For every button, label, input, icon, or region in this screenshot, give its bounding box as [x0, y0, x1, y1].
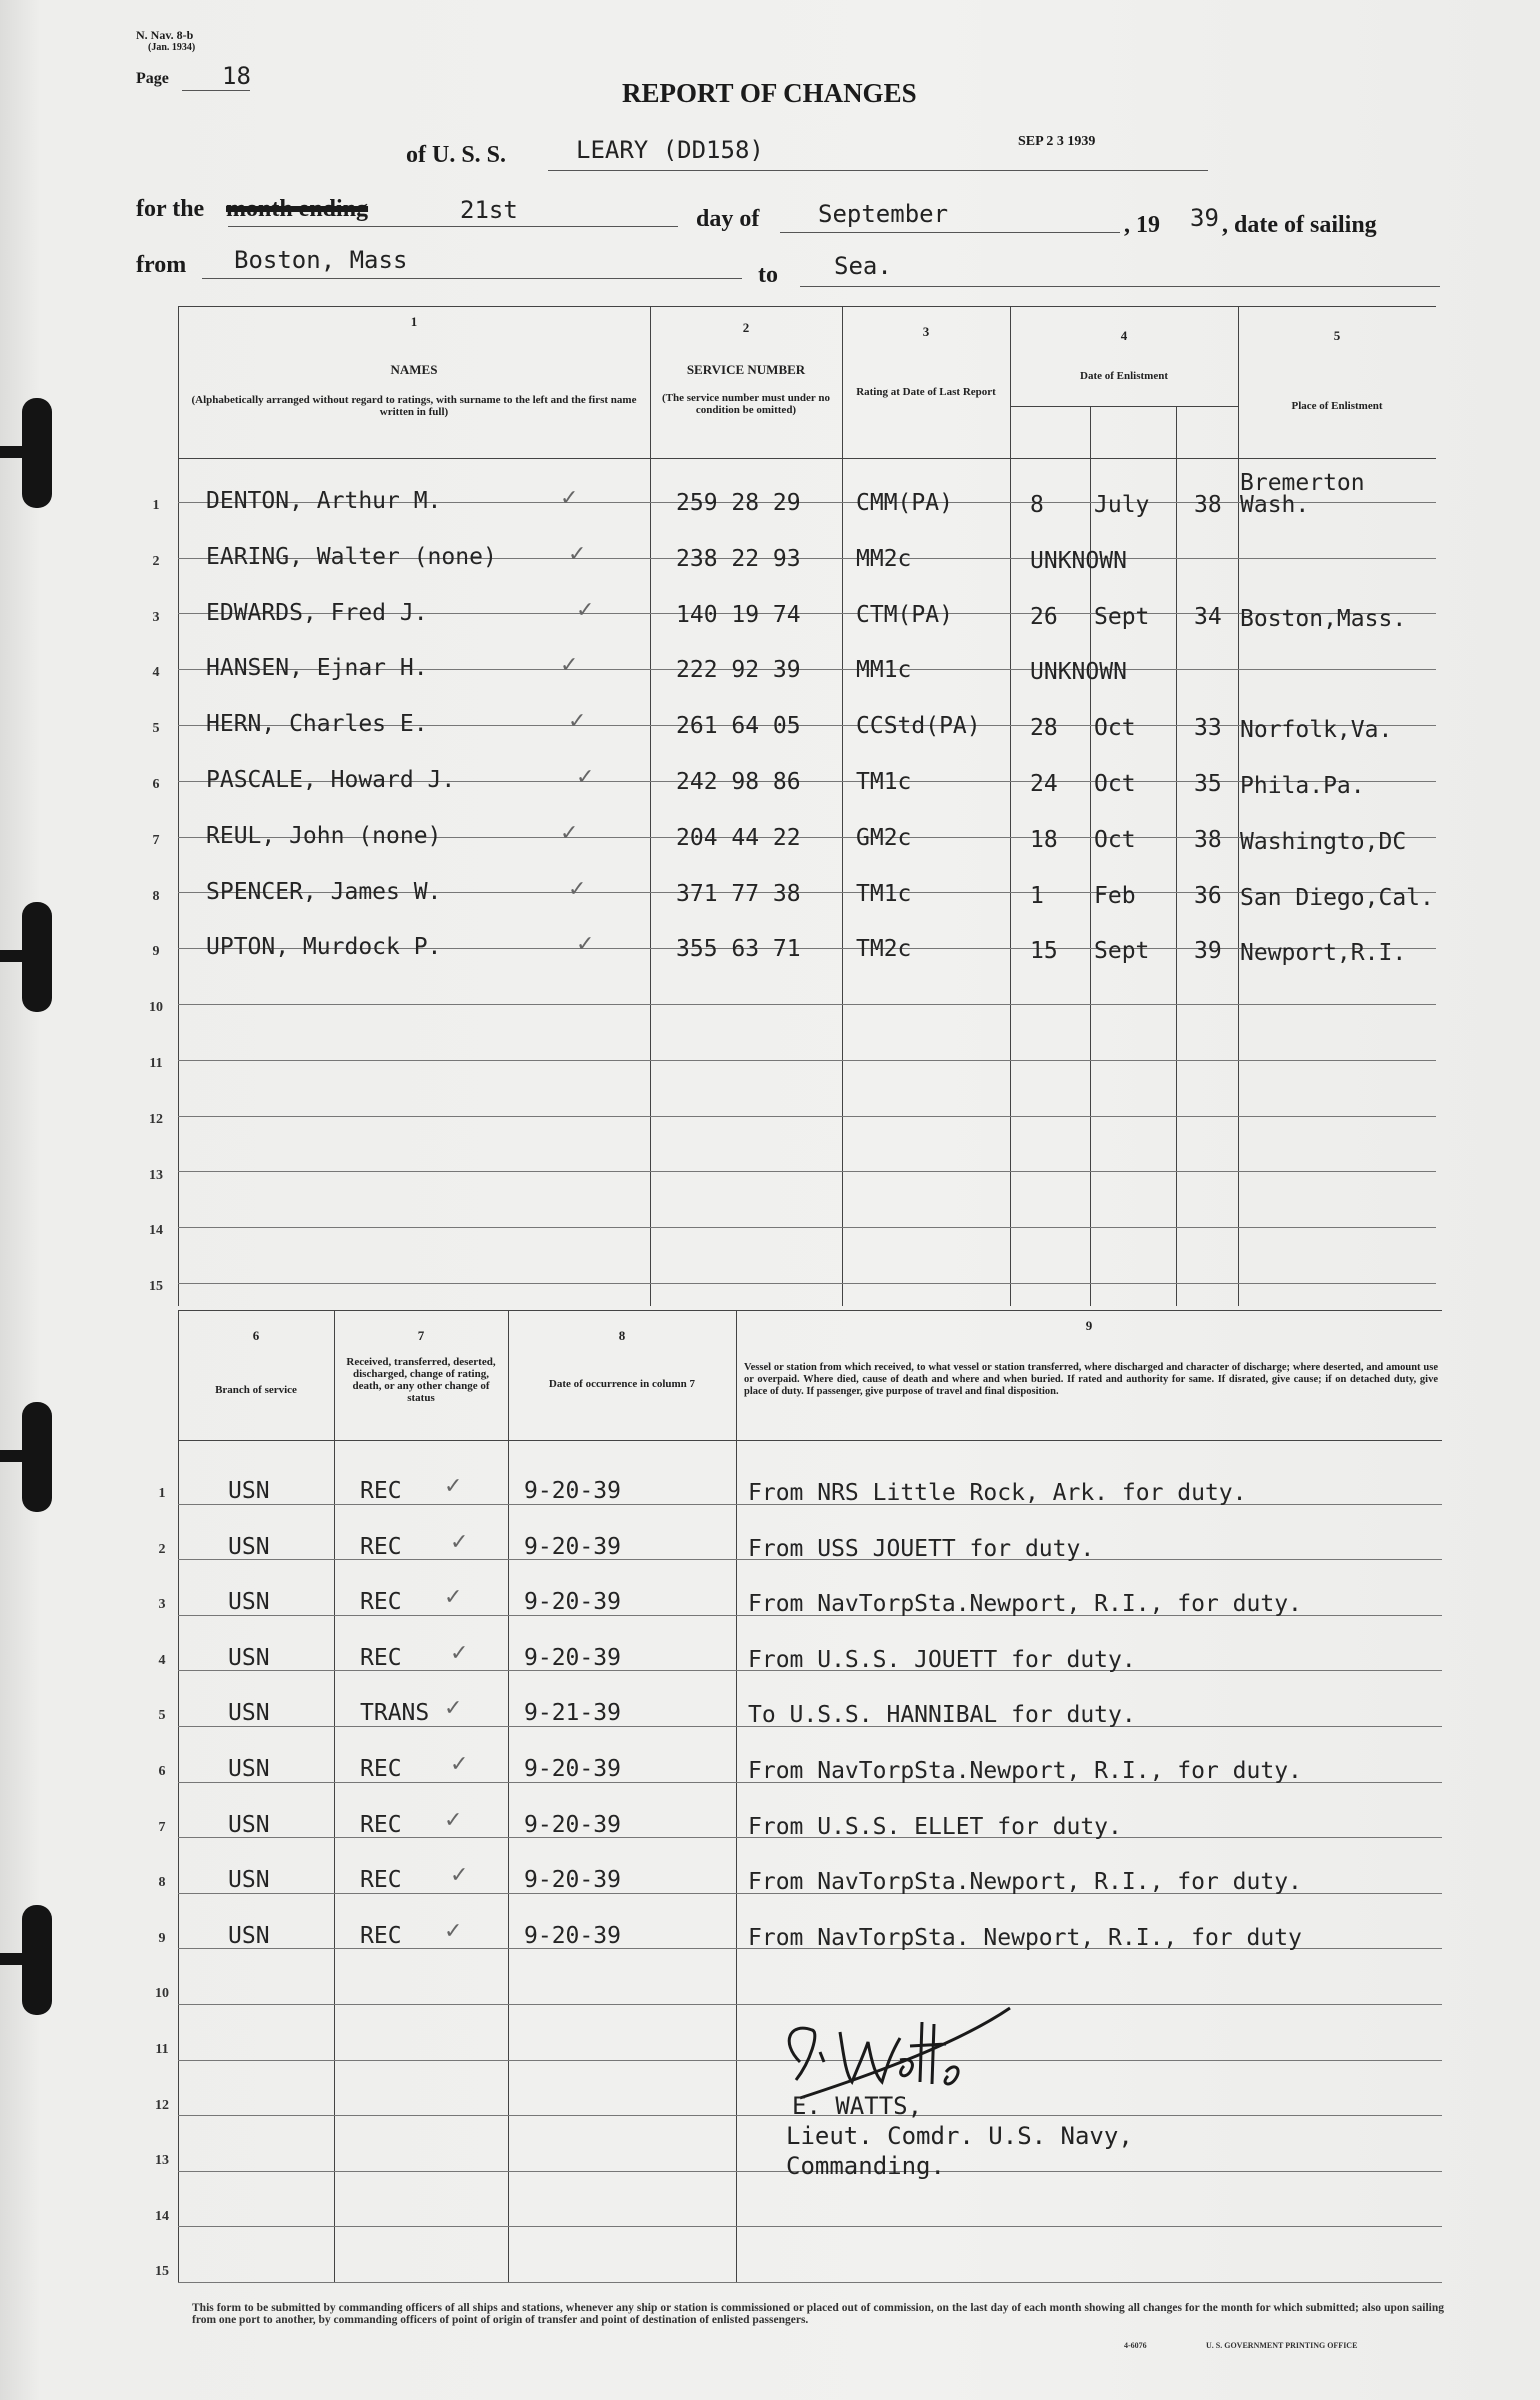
- date-stamp: SEP 2 3 1939: [1018, 134, 1096, 149]
- row-number: 2: [152, 553, 160, 569]
- branch: USN: [228, 1756, 270, 1782]
- column-number: 5: [1333, 328, 1341, 343]
- row-number: 1: [152, 498, 160, 513]
- page-label: Page: [136, 70, 169, 87]
- row-rule: [178, 2226, 1442, 2227]
- to-label: to: [758, 262, 778, 288]
- enlistment-month: Oct: [1094, 826, 1136, 853]
- row-number: 14: [149, 1223, 163, 1239]
- form-date: (Jan. 1934): [148, 42, 196, 53]
- check-mark: ✓: [444, 1807, 463, 1833]
- row-number: 14: [155, 2208, 169, 2224]
- enlistment-place: Boston,Mass.: [1240, 605, 1407, 632]
- occurrence-date: 9-20-39: [524, 1811, 621, 1838]
- remarks: To U.S.S. HANNIBAL for duty.: [748, 1702, 1136, 1729]
- service-number: 261 64 05: [676, 713, 801, 740]
- check-mark: ✓: [568, 709, 587, 735]
- date-of-sailing-label: , date of sailing: [1222, 212, 1377, 238]
- to-value: Sea.: [834, 252, 892, 280]
- row-number: 3: [158, 1597, 166, 1613]
- signatory-title: Lieut. Comdr. U.S. Navy,: [786, 2122, 1133, 2150]
- enlistment-year: 38: [1194, 826, 1222, 853]
- check-mark: ✓: [450, 1863, 469, 1889]
- occurrence-date: 9-20-39: [524, 1756, 621, 1782]
- column-subheader-service-number: (The service number must under no condition be omitted): [662, 392, 830, 416]
- column-header-change: Received, transferred, deserted, discharged, change of rating, death, or any other change of status: [346, 1356, 496, 1404]
- binder-ring: [0, 398, 54, 508]
- crew-name: HERN, Charles E.: [206, 711, 428, 738]
- change-type: TRANS: [360, 1700, 430, 1727]
- enlistment-year: 34: [1194, 603, 1222, 630]
- occurrence-date: 9-20-39: [524, 1478, 621, 1504]
- footer-code: 4-6076: [1124, 2341, 1147, 2350]
- enlistment-place-line2: Wash.: [1240, 492, 1310, 518]
- occurrence-date: 9-20-39: [524, 1589, 621, 1616]
- enlistment-month: Oct: [1094, 715, 1136, 742]
- column-header-occurrence-date: Date of occurrence in column 7: [548, 1378, 696, 1390]
- enlistment-month: UNKNOWN: [1030, 547, 1127, 574]
- enlistment-month: July: [1094, 492, 1150, 518]
- row-number: 2: [158, 1541, 166, 1557]
- enlistment-month: Oct: [1094, 771, 1136, 797]
- row-number: 11: [155, 2042, 169, 2057]
- row-rule: [178, 1116, 1436, 1117]
- change-type: REC: [360, 1478, 402, 1504]
- row-number: 15: [149, 1279, 163, 1295]
- form-code: N. Nav. 8-b: [136, 28, 194, 42]
- column-number: 6: [252, 1328, 260, 1343]
- crew-name: EDWARDS, Fred J.: [206, 599, 428, 626]
- check-mark: ✓: [450, 1640, 469, 1666]
- row-number: 11: [149, 1056, 163, 1071]
- row-number: 1: [158, 1486, 166, 1501]
- check-mark: ✓: [576, 597, 595, 623]
- branch: USN: [228, 1533, 270, 1560]
- row-number: 13: [149, 1167, 163, 1183]
- enlistment-day: 28: [1030, 715, 1058, 742]
- row-rule: [178, 1004, 1436, 1005]
- check-mark: ✓: [444, 1696, 463, 1722]
- remarks: From NavTorpSta.Newport, R.I., for duty.: [748, 1758, 1302, 1784]
- check-mark: ✓: [560, 653, 579, 679]
- struck-text: month ending: [226, 196, 369, 222]
- remarks: From U.S.S. ELLET for duty.: [748, 1813, 1122, 1840]
- rating: TM1c: [856, 769, 912, 795]
- column-number: 7: [417, 1328, 425, 1343]
- column-header-rating: Rating at Date of Last Report: [856, 386, 996, 398]
- service-number: 371 77 38: [676, 880, 801, 907]
- row-number: 12: [149, 1111, 163, 1127]
- change-type: REC: [360, 1756, 402, 1782]
- occurrence-date: 9-20-39: [524, 1533, 621, 1560]
- year-prefix: , 19: [1124, 212, 1160, 238]
- column-number: 8: [618, 1328, 626, 1343]
- row-number: 4: [152, 665, 160, 681]
- page-title: REPORT OF CHANGES: [622, 78, 917, 108]
- occurrence-date: 9-20-39: [524, 1867, 621, 1894]
- column-header-enlistment-date: Date of Enlistment: [1080, 370, 1168, 382]
- row-number: 10: [155, 1986, 169, 2002]
- binder-ring: [0, 1402, 54, 1512]
- check-mark: ✓: [450, 1752, 469, 1777]
- change-type: REC: [360, 1867, 402, 1894]
- column-header-remarks: Vessel or station from which received, to what vessel or station transferred, where discharged and character of discharge; where deserted, and amount use or overpaid. Where died, cause of death and where and when buried. If rated and authority for same. If disrated, give cause; if on detached duty, give place of duty. If passenger, give purpose of travel and final disposition.: [744, 1362, 1438, 1397]
- change-type: REC: [360, 1811, 402, 1838]
- enlistment-day: 1: [1030, 882, 1044, 909]
- signatory-role: Commanding.: [786, 2152, 945, 2180]
- binder-ring: [0, 902, 54, 1012]
- check-mark: ✓: [450, 1529, 469, 1555]
- from-value: Boston, Mass: [234, 246, 408, 274]
- column-header-place: Place of Enlistment: [1291, 400, 1383, 412]
- enlistment-place: Newport,R.I.: [1240, 940, 1407, 967]
- column-number: 2: [742, 320, 750, 335]
- service-number: 242 98 86: [676, 769, 801, 795]
- row-rule: [178, 1227, 1436, 1228]
- row-number: 8: [152, 888, 160, 904]
- signatory-name: E. WATTS,: [792, 2092, 923, 2120]
- service-number: 140 19 74: [676, 601, 801, 628]
- check-mark: ✓: [444, 1474, 463, 1499]
- row-number: 15: [155, 2264, 169, 2280]
- enlistment-year: 35: [1194, 771, 1222, 797]
- check-mark: ✓: [576, 932, 595, 958]
- enlistment-place: Norfolk,Va.: [1240, 717, 1393, 744]
- row-number: 5: [158, 1708, 166, 1724]
- row-rule: [178, 2282, 1442, 2283]
- row-number: 10: [149, 1000, 163, 1016]
- column-subheader-names: (Alphabetically arranged without regard to ratings, with surname to the left and the first name written in full): [191, 394, 637, 418]
- row-number: 8: [158, 1875, 166, 1891]
- page-number: 18: [222, 62, 251, 90]
- day-value: 21st: [460, 196, 518, 224]
- row-number: 5: [152, 721, 160, 737]
- service-number: 259 28 29: [676, 490, 801, 516]
- row-number: 6: [152, 777, 160, 792]
- rating: TM2c: [856, 936, 912, 963]
- column-header-names: NAMES: [390, 362, 438, 377]
- enlistment-day: 24: [1030, 771, 1058, 797]
- enlistment-month: Feb: [1094, 882, 1136, 909]
- crew-name: UPTON, Murdock P.: [206, 934, 442, 961]
- remarks: From USS JOUETT for duty.: [748, 1535, 1095, 1562]
- footer-instructions: This form to be submitted by commanding officers of all ships and stations, whenever any ship or station is commissioned or placed out of commission, on the last day of each month showing all changes for the month for which submitted; also upon sailing from one port to another, by commanding officers of point of origin of transfer and point of destination of enlisted passengers.: [192, 2302, 1444, 2326]
- column-header-service-number: SERVICE NUMBER: [686, 362, 806, 377]
- ship-name: LEARY (DD158): [576, 136, 764, 164]
- occurrence-date: 9-20-39: [524, 1922, 621, 1949]
- year-value: 39: [1190, 204, 1219, 232]
- enlistment-year: 38: [1194, 492, 1222, 518]
- from-label: from: [136, 252, 187, 278]
- branch: USN: [228, 1922, 270, 1949]
- row-number: 4: [158, 1652, 166, 1668]
- enlistment-place: Washingto,DC: [1240, 828, 1407, 855]
- branch: USN: [228, 1700, 270, 1727]
- enlistment-month: Sept: [1094, 603, 1150, 630]
- check-mark: ✓: [444, 1918, 463, 1944]
- row-number: 7: [158, 1819, 166, 1835]
- enlistment-place: Bremerton: [1240, 470, 1365, 496]
- check-mark: ✓: [560, 486, 579, 511]
- crew-name: EARING, Walter (none): [206, 543, 497, 570]
- change-type: REC: [360, 1922, 402, 1949]
- branch: USN: [228, 1811, 270, 1838]
- remarks: From NRS Little Rock, Ark. for duty.: [748, 1480, 1247, 1506]
- row-number: 9: [158, 1930, 166, 1946]
- enlistment-place: Phila.Pa.: [1240, 773, 1365, 799]
- column-number: 9: [1085, 1318, 1093, 1333]
- remarks: From NavTorpSta.Newport, R.I., for duty.: [748, 1591, 1302, 1618]
- check-mark: ✓: [560, 820, 579, 846]
- rating: GM2c: [856, 824, 912, 851]
- enlistment-place: San Diego,Cal.: [1240, 884, 1434, 911]
- footer-printer: U. S. GOVERNMENT PRINTING OFFICE: [1206, 2341, 1358, 2350]
- rating: CMM(PA): [856, 490, 953, 516]
- column-number: 4: [1120, 328, 1128, 343]
- day-of-label: day of: [696, 206, 760, 232]
- check-mark: ✓: [568, 541, 587, 567]
- column-header-branch: Branch of service: [215, 1384, 297, 1396]
- crew-name: SPENCER, James W.: [206, 878, 442, 905]
- service-number: 222 92 39: [676, 657, 801, 684]
- remarks: From NavTorpSta. Newport, R.I., for duty: [748, 1924, 1302, 1951]
- enlistment-year: 39: [1194, 938, 1222, 965]
- column-number: 3: [922, 324, 930, 339]
- row-number: 9: [152, 944, 160, 960]
- branch: USN: [228, 1644, 270, 1671]
- enlistment-year: 36: [1194, 882, 1222, 909]
- check-mark: ✓: [576, 765, 595, 790]
- row-number: 6: [158, 1764, 166, 1779]
- change-type: REC: [360, 1644, 402, 1671]
- occurrence-date: 9-21-39: [524, 1700, 621, 1727]
- service-number: 355 63 71: [676, 936, 801, 963]
- service-number: 204 44 22: [676, 824, 801, 851]
- column-number: 1: [410, 314, 418, 329]
- row-rule: [178, 1060, 1436, 1061]
- enlistment-day: 8: [1030, 492, 1044, 518]
- remarks: From U.S.S. JOUETT for duty.: [748, 1646, 1136, 1673]
- row-number: 13: [155, 2153, 169, 2169]
- crew-name: HANSEN, Ejnar H.: [206, 655, 428, 682]
- enlistment-day: 26: [1030, 603, 1058, 630]
- row-rule: [178, 1171, 1436, 1172]
- service-number: 238 22 93: [676, 545, 801, 572]
- rating: CCStd(PA): [856, 713, 981, 740]
- row-number: 7: [152, 832, 160, 848]
- crew-name: DENTON, Arthur M.: [206, 488, 442, 514]
- change-type: REC: [360, 1589, 402, 1616]
- rating: TM1c: [856, 880, 912, 907]
- crew-name: PASCALE, Howard J.: [206, 767, 456, 793]
- enlistment-day: 15: [1030, 938, 1058, 965]
- rating: CTM(PA): [856, 601, 953, 628]
- enlistment-day: 18: [1030, 826, 1058, 853]
- binder-ring: [0, 1905, 54, 2015]
- row-number: 12: [155, 2097, 169, 2113]
- occurrence-date: 9-20-39: [524, 1644, 621, 1671]
- rating: MM1c: [856, 657, 912, 684]
- branch: USN: [228, 1589, 270, 1616]
- change-type: REC: [360, 1533, 402, 1560]
- month-value: September: [818, 200, 949, 228]
- branch: USN: [228, 1867, 270, 1894]
- branch: USN: [228, 1478, 270, 1504]
- check-mark: ✓: [568, 876, 587, 902]
- enlistment-year: 33: [1194, 715, 1222, 742]
- check-mark: ✓: [444, 1585, 463, 1611]
- row-rule: [178, 1283, 1436, 1284]
- remarks: From NavTorpSta.Newport, R.I., for duty.: [748, 1869, 1302, 1896]
- enlistment-month: Sept: [1094, 938, 1150, 965]
- row-number: 3: [152, 609, 160, 625]
- of-uss-label: of U. S. S.: [406, 142, 507, 168]
- enlistment-month: UNKNOWN: [1030, 659, 1127, 686]
- rating: MM2c: [856, 545, 912, 572]
- for-the-label: for the: [136, 196, 205, 222]
- crew-name: REUL, John (none): [206, 822, 442, 849]
